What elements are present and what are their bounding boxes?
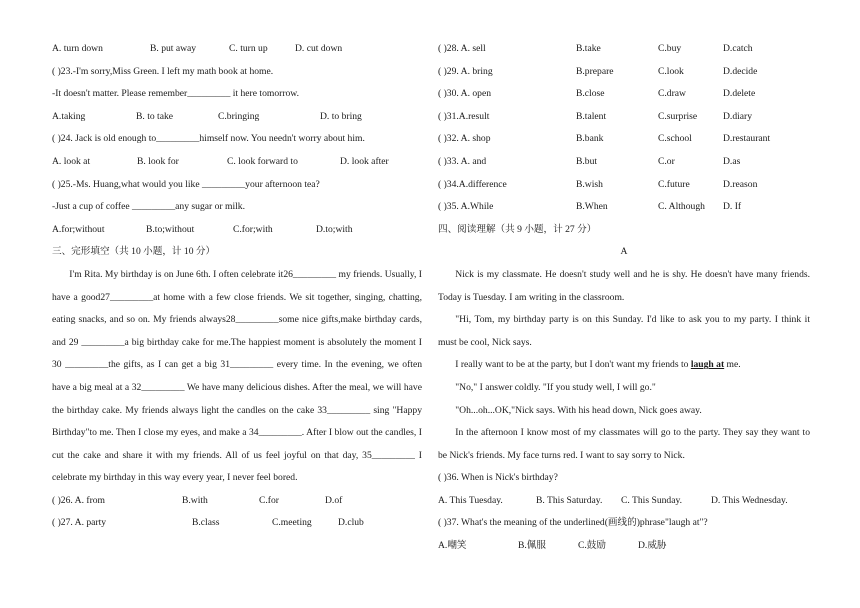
option-a: A. look at [52, 155, 91, 167]
q23-options [52, 106, 422, 129]
question-25: ( )25.-Ms. Huang,what would you like _________your afternoon tea? [52, 178, 320, 190]
option-c: C. look forward to [227, 155, 298, 167]
paragraph-1: Nick is my classmate. He doesn't study well and he is shy. He doesn't have many friends. Today is Tuesday. I am writing in the classroom. [438, 268, 810, 303]
question-23-reply: -It doesn't matter. Please remember_________ it here tomorrow. [52, 88, 300, 100]
option-d: D.of [325, 494, 343, 506]
paragraph-2: "Hi, Tom, my birthday party is on this Sunday. I'd like to ask you to my party. I think it must be cool, Nick says. [438, 314, 810, 348]
option-d: D.as [723, 155, 741, 167]
option-c: C.surprise [658, 110, 698, 122]
q27-row [52, 512, 422, 535]
option-c: C.buy [658, 43, 682, 54]
question-row [438, 196, 810, 219]
q22-options [52, 38, 422, 61]
option-b: B.close [576, 88, 605, 100]
q37-options [438, 535, 810, 558]
option-b: B.bank [576, 133, 604, 145]
passage-text: I'm Rita. My birthday is on June 6th. I often celebrate it26_________ my friends. Usually, I have a good27_________at home with a few close friends. We sit together, singing, chatting, eating snacks, and so on. My friends always28_________some nice gifts,make birthday cards, and 29 _________a big birthday cake for me.The happiest moment is absolutely the moment I 30 _________the gifts, as I can get a big 31_________ every time. In the evening, we often have a big meal at a 32_________ We have many delicious dishes. After the meal, we will have the birthday cake. My friends always light the candles on the cake 33_________ sing "Happy Birthday"to me. Then I close my eyes, and make a 34_________. After I blow out the candles, I cut the cake and share it with my friends. All of us feel joyful on that day, 35_________ I celebrate my birthday in this way every year, I never feel bored. [52, 268, 422, 484]
right-column [438, 38, 810, 558]
option-c: C.meeting [272, 517, 312, 529]
section-3-heading: 三、完形填空（共 10 小题，计 10 分） [52, 246, 216, 258]
q25-options [52, 219, 422, 242]
option-b: B.with [182, 494, 208, 506]
option-c: C.school [658, 133, 692, 145]
reading-passage [438, 264, 810, 467]
q24-options [52, 151, 422, 174]
passage-a-label: A [620, 246, 628, 258]
option-a: A.for;without [52, 223, 105, 235]
option-c: C. turn up [229, 43, 268, 54]
option-d: D.club [338, 517, 364, 529]
question-26: ( )26. A. from [52, 494, 106, 506]
paragraph-6: In the afternoon I know most of my classmates will go to the party. They say they want to be Nick's friends. My face turns red. I want to say sorry to Nick. [438, 427, 810, 461]
question-24: ( )24. Jack is old enough to_________himself now. You needn't worry about him. [52, 133, 365, 145]
option-c: C.look [658, 65, 684, 77]
option-d: D.to;with [316, 223, 353, 235]
option-d: D. look after [340, 155, 389, 167]
question-23: ( )23.-I'm sorry,Miss Green. I left my math book at home. [52, 65, 274, 77]
section-4-heading: 四、阅读理解（共 9 小题，计 27 分） [438, 223, 597, 235]
option-a: A.嘲笑 [438, 540, 467, 552]
paragraph-5: "Oh...oh...OK,"Nick says. With his head down, Nick goes away. [455, 404, 702, 416]
question-37: ( )37. What's the meaning of the underlined(画线的)phrase"laugh at"? [438, 517, 708, 529]
option-d: D.威胁 [638, 540, 667, 552]
option-a: A. This Tuesday. [438, 494, 503, 506]
option-c: C.bringing [218, 110, 260, 122]
option-b: B.take [576, 43, 601, 54]
underlined-phrase: laugh at [690, 359, 725, 371]
option-c: C.draw [658, 88, 686, 100]
option-d: D. This Wednesday. [711, 494, 788, 506]
option-d: D. If [723, 201, 742, 213]
question-stem: ( )29. A. bring [438, 65, 493, 77]
question-stem: ( )28. A. sell [438, 43, 486, 54]
paragraph-3 [438, 354, 810, 377]
option-c: C.or [658, 155, 675, 167]
question-stem: ( )33. A. and [438, 155, 487, 167]
option-b: B.talent [576, 110, 607, 122]
question-27: ( )27. A. party [52, 517, 107, 529]
option-d: D.reason [723, 178, 758, 190]
option-b: B.佩服 [518, 540, 546, 552]
question-row [438, 83, 810, 106]
cloze-passage [52, 264, 422, 490]
question-stem: ( )32. A. shop [438, 133, 491, 145]
option-d: D.diary [723, 110, 753, 122]
option-c: C.鼓励 [578, 540, 606, 552]
option-c: C.future [658, 178, 690, 190]
question-stem: ( )35. A.While [438, 201, 494, 213]
option-a: A.taking [52, 110, 86, 122]
question-stem: ( )30. A. open [438, 88, 492, 100]
q26-row [52, 490, 422, 513]
option-d: D.restaurant [723, 133, 771, 145]
option-d: D.decide [723, 65, 758, 77]
question-row [438, 174, 810, 197]
option-d: D.delete [723, 88, 756, 100]
question-row [438, 38, 810, 61]
option-b: B.class [192, 517, 220, 529]
option-b: B.prepare [576, 65, 614, 77]
paragraph-4: "No," I answer coldly. "If you study well, I will go." [455, 381, 656, 393]
option-d: D. to bring [320, 110, 362, 122]
option-c: C.for [259, 494, 279, 506]
option-c: C.for;with [233, 223, 273, 235]
paragraph-3-start: I really want to be at the party, but I don't want my friends to [455, 359, 691, 371]
option-b: B.When [576, 201, 608, 213]
q36-options [438, 490, 810, 513]
question-row [438, 128, 810, 151]
option-b: B.but [576, 155, 598, 167]
option-b: B.to;without [146, 223, 195, 235]
option-d: D. cut down [295, 43, 343, 54]
option-a: A. turn down [52, 43, 103, 54]
option-b: B. put away [150, 43, 197, 54]
option-b: B. to take [136, 110, 174, 122]
paragraph-3-end: me. [724, 359, 741, 371]
question-row [438, 61, 810, 84]
option-b: B.wish [576, 178, 603, 190]
question-25-reply: -Just a cup of coffee _________any sugar or milk. [52, 201, 245, 213]
option-d: D.catch [723, 43, 753, 54]
question-36: ( )36. When is Nick's birthday? [438, 472, 558, 484]
option-c: C. This Sunday. [621, 494, 683, 506]
question-row [438, 151, 810, 174]
question-row [438, 106, 810, 129]
question-stem: ( )34.A.difference [438, 178, 507, 190]
question-stem: ( )31.A.result [438, 110, 490, 122]
option-c: C. Although [658, 201, 705, 213]
option-b: B. This Saturday. [536, 494, 603, 506]
option-b: B. look for [137, 155, 179, 167]
left-column [52, 38, 422, 535]
